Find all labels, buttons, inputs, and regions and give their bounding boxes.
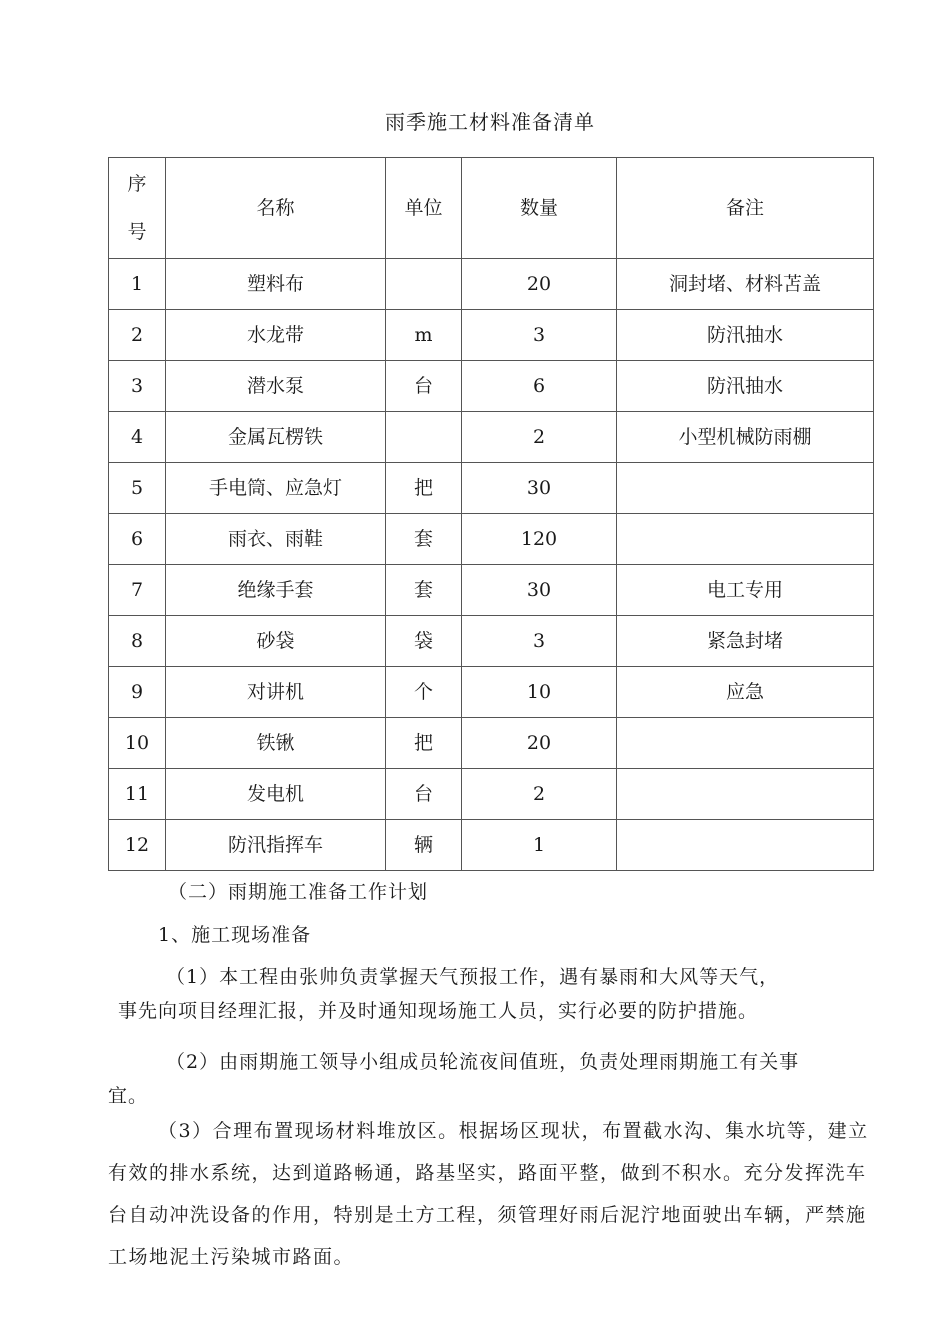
cell-qty: 30 xyxy=(462,463,617,514)
cell-unit: 台 xyxy=(386,361,462,412)
paragraph-3: （3）合理布置现场材料堆放区。根据场区现状，布置截水沟、集水坑等，建立有效的排水系统，达到道路畅通，路基坚实，路面平整，做到不积水。充分发挥洗车台自动冲洗设备的作用，特别是土方工程，须管理好雨后泥泞地面驶出车辆，严禁施工场地泥土污染城市路面。 xyxy=(108,1120,869,1268)
cell-name: 金属瓦楞铁 xyxy=(166,412,386,463)
header-note: 备注 xyxy=(617,158,874,259)
cell-note: 紧急封堵 xyxy=(617,616,874,667)
cell-qty: 3 xyxy=(462,616,617,667)
cell-name: 水龙带 xyxy=(166,310,386,361)
cell-name: 潜水泵 xyxy=(166,361,386,412)
cell-unit: 套 xyxy=(386,514,462,565)
cell-unit: 把 xyxy=(386,463,462,514)
cell-unit: 把 xyxy=(386,718,462,769)
table-row xyxy=(109,259,874,310)
cell-name: 塑料布 xyxy=(166,259,386,310)
document-title: 雨季施工材料准备清单 xyxy=(385,110,595,134)
cell-seq: 1 xyxy=(109,259,166,310)
cell-unit xyxy=(386,412,462,463)
cell-qty: 120 xyxy=(462,514,617,565)
paragraph-2-line-2: 宜。 xyxy=(108,1085,149,1107)
table-row xyxy=(109,463,874,514)
cell-note xyxy=(617,718,874,769)
cell-note: 电工专用 xyxy=(617,565,874,616)
table-row xyxy=(109,361,874,412)
cell-note: 小型机械防雨棚 xyxy=(617,412,874,463)
cell-seq: 8 xyxy=(109,616,166,667)
table-row xyxy=(109,718,874,769)
cell-unit: m xyxy=(386,310,462,361)
cell-qty: 20 xyxy=(462,718,617,769)
cell-unit: 个 xyxy=(386,667,462,718)
header-name: 名称 xyxy=(166,158,386,259)
paragraph-1 xyxy=(108,960,873,1028)
header-seq xyxy=(109,158,166,259)
cell-note: 防汛抽水 xyxy=(617,310,874,361)
table-row xyxy=(109,667,874,718)
cell-seq: 9 xyxy=(109,667,166,718)
paragraph-1-line-1: （1）本工程由张帅负责掌握天气预报工作，遇有暴雨和大风等天气， xyxy=(166,966,780,988)
cell-seq: 7 xyxy=(109,565,166,616)
sub-heading: 1、施工现场准备 xyxy=(158,924,312,946)
cell-seq: 3 xyxy=(109,361,166,412)
cell-name: 绝缘手套 xyxy=(166,565,386,616)
cell-seq: 5 xyxy=(109,463,166,514)
cell-name: 砂袋 xyxy=(166,616,386,667)
table-row xyxy=(109,412,874,463)
header-seq-line2: 号 xyxy=(127,221,147,243)
cell-qty: 1 xyxy=(462,820,617,871)
table-row xyxy=(109,565,874,616)
cell-qty: 30 xyxy=(462,565,617,616)
cell-name: 对讲机 xyxy=(166,667,386,718)
table-row xyxy=(109,514,874,565)
table-row xyxy=(109,820,874,871)
table-row xyxy=(109,616,874,667)
paragraph-2 xyxy=(108,1045,873,1113)
cell-seq: 2 xyxy=(109,310,166,361)
cell-note: 洞封堵、材料苫盖 xyxy=(617,259,874,310)
header-unit: 单位 xyxy=(386,158,462,259)
header-seq-line1: 序 xyxy=(127,173,147,195)
table-row xyxy=(109,769,874,820)
cell-qty: 2 xyxy=(462,769,617,820)
cell-name: 防汛指挥车 xyxy=(166,820,386,871)
cell-qty: 20 xyxy=(462,259,617,310)
cell-name: 手电筒、应急灯 xyxy=(166,463,386,514)
cell-qty: 10 xyxy=(462,667,617,718)
cell-unit xyxy=(386,259,462,310)
cell-qty: 2 xyxy=(462,412,617,463)
cell-seq: 10 xyxy=(109,718,166,769)
table-row xyxy=(109,310,874,361)
cell-note: 防汛抽水 xyxy=(617,361,874,412)
cell-note xyxy=(617,463,874,514)
cell-note xyxy=(617,514,874,565)
cell-name: 铁锹 xyxy=(166,718,386,769)
cell-unit: 套 xyxy=(386,565,462,616)
header-qty: 数量 xyxy=(462,158,617,259)
cell-name: 发电机 xyxy=(166,769,386,820)
table-header-row xyxy=(109,158,874,259)
cell-name: 雨衣、雨鞋 xyxy=(166,514,386,565)
cell-seq: 4 xyxy=(109,412,166,463)
cell-seq: 12 xyxy=(109,820,166,871)
cell-unit: 台 xyxy=(386,769,462,820)
cell-qty: 6 xyxy=(462,361,617,412)
cell-unit: 袋 xyxy=(386,616,462,667)
cell-seq: 6 xyxy=(109,514,166,565)
cell-note: 应急 xyxy=(617,667,874,718)
cell-seq: 11 xyxy=(109,769,166,820)
section-heading: （二）雨期施工准备工作计划 xyxy=(168,881,429,903)
paragraph-2-line-1: （2）由雨期施工领导小组成员轮流夜间值班，负责处理雨期施工有关事 xyxy=(166,1051,800,1073)
paragraph-1-line-2: 事先向项目经理汇报，并及时通知现场施工人员，实行必要的防护措施。 xyxy=(118,1000,759,1022)
cell-note xyxy=(617,820,874,871)
materials-table xyxy=(108,157,874,871)
cell-unit: 辆 xyxy=(386,820,462,871)
cell-note xyxy=(617,769,874,820)
cell-qty: 3 xyxy=(462,310,617,361)
